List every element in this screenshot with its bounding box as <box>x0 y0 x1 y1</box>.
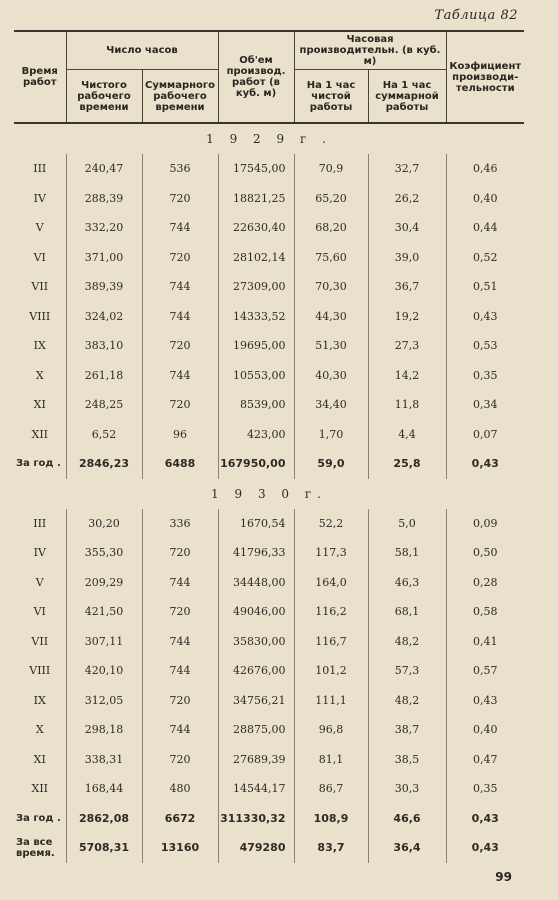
year-total-row <box>14 449 524 479</box>
volume-cell: 18821,25 <box>218 184 294 214</box>
month-cell: VIII <box>29 664 51 678</box>
volume-cell: 311330,32 <box>218 804 294 834</box>
coefficient-cell: 0,43 <box>446 804 524 834</box>
coefficient-cell: 0,40 <box>446 184 524 214</box>
coefficient-cell: 0,52 <box>446 243 524 273</box>
table-row <box>14 715 524 745</box>
sum-hours-cell: 480 <box>142 774 218 804</box>
net-hours-cell: 6,52 <box>66 420 142 450</box>
sum-hours-cell: 6488 <box>142 449 218 479</box>
sum-hours-cell: 744 <box>142 656 218 686</box>
volume-cell: 423,00 <box>218 420 294 450</box>
sum-hours-cell: 744 <box>142 213 218 243</box>
per-sum-cell: 39,0 <box>368 243 446 273</box>
year-row <box>14 123 524 154</box>
coefficient-cell: 0,50 <box>446 538 524 568</box>
per-net-cell: 1,70 <box>294 420 368 450</box>
coefficient-cell: 0,40 <box>446 715 524 745</box>
sum-hours-cell: 13160 <box>142 833 218 863</box>
net-hours-cell: 261,18 <box>66 361 142 391</box>
sum-hours-cell: 744 <box>142 568 218 598</box>
sum-hours-cell: 6672 <box>142 804 218 834</box>
per-net-cell: 70,9 <box>294 154 368 184</box>
net-hours-cell: 2862,08 <box>66 804 142 834</box>
month-cell: IX <box>33 693 46 707</box>
per-net-cell: 34,40 <box>294 390 368 420</box>
per-sum-cell: 14,2 <box>368 361 446 391</box>
table-row <box>14 331 524 361</box>
net-hours-cell: 371,00 <box>66 243 142 273</box>
volume-cell: 34756,21 <box>218 686 294 716</box>
per-sum-cell: 26,2 <box>368 184 446 214</box>
month-cell: IV <box>33 546 46 560</box>
header-hours-group: Число часов <box>66 31 218 70</box>
volume-cell: 27689,39 <box>218 745 294 775</box>
month-cell: V <box>35 221 44 235</box>
table-row <box>14 656 524 686</box>
net-hours-cell: 420,10 <box>66 656 142 686</box>
volume-cell: 14544,17 <box>218 774 294 804</box>
net-hours-cell: 240,47 <box>66 154 142 184</box>
net-hours-cell: 338,31 <box>66 745 142 775</box>
per-sum-cell: 38,5 <box>368 745 446 775</box>
month-cell: X <box>35 368 44 382</box>
table-row <box>14 538 524 568</box>
month-cell: За год . <box>16 812 61 824</box>
coefficient-cell: 0,43 <box>446 449 524 479</box>
table-row <box>14 154 524 184</box>
sum-hours-cell: 744 <box>142 361 218 391</box>
net-hours-cell: 332,20 <box>66 213 142 243</box>
table-row <box>14 184 524 214</box>
per-sum-cell: 48,2 <box>368 627 446 657</box>
per-sum-cell: 58,1 <box>368 538 446 568</box>
sum-hours-cell: 744 <box>142 302 218 332</box>
sum-hours-cell: 720 <box>142 243 218 273</box>
year-label: 1 9 2 9 г . <box>206 132 332 146</box>
per-sum-cell: 11,8 <box>368 390 446 420</box>
year-total-row <box>14 804 524 834</box>
header-time: Время работ <box>14 31 66 123</box>
month-cell: VI <box>33 605 46 619</box>
per-net-cell: 111,1 <box>294 686 368 716</box>
month-cell: VI <box>33 250 46 264</box>
table-row <box>14 627 524 657</box>
month-cell: За все время. <box>16 836 55 859</box>
productivity-table <box>14 30 524 863</box>
month-cell: IV <box>33 191 46 205</box>
month-cell: IX <box>33 339 46 353</box>
per-net-cell: 51,30 <box>294 331 368 361</box>
table-row <box>14 774 524 804</box>
table-row <box>14 745 524 775</box>
volume-cell: 22630,40 <box>218 213 294 243</box>
volume-cell: 8539,00 <box>218 390 294 420</box>
per-sum-cell: 48,2 <box>368 686 446 716</box>
per-net-cell: 117,3 <box>294 538 368 568</box>
month-cell: За год . <box>16 458 61 470</box>
per-sum-cell: 4,4 <box>368 420 446 450</box>
volume-cell: 42676,00 <box>218 656 294 686</box>
net-hours-cell: 168,44 <box>66 774 142 804</box>
table-row <box>14 686 524 716</box>
sum-hours-cell: 744 <box>142 715 218 745</box>
net-hours-cell: 307,11 <box>66 627 142 657</box>
month-cell: III <box>33 516 47 530</box>
per-net-cell: 75,60 <box>294 243 368 273</box>
month-cell: XI <box>33 398 46 412</box>
year-row <box>14 479 524 509</box>
volume-cell: 28875,00 <box>218 715 294 745</box>
coefficient-cell: 0,46 <box>446 154 524 184</box>
volume-cell: 34448,00 <box>218 568 294 598</box>
coefficient-cell: 0,43 <box>446 302 524 332</box>
table-row <box>14 597 524 627</box>
month-cell: VII <box>31 280 49 294</box>
per-sum-cell: 32,7 <box>368 154 446 184</box>
coefficient-cell: 0,51 <box>446 272 524 302</box>
header-sum-hours: Суммарного рабочего времени <box>142 70 218 124</box>
volume-cell: 35830,00 <box>218 627 294 657</box>
sum-hours-cell: 744 <box>142 627 218 657</box>
coefficient-cell: 0,44 <box>446 213 524 243</box>
per-net-cell: 116,2 <box>294 597 368 627</box>
net-hours-cell: 288,39 <box>66 184 142 214</box>
per-net-cell: 68,20 <box>294 213 368 243</box>
per-net-cell: 83,7 <box>294 833 368 863</box>
net-hours-cell: 298,18 <box>66 715 142 745</box>
coefficient-cell: 0,43 <box>446 833 524 863</box>
per-sum-cell: 36,7 <box>368 272 446 302</box>
per-sum-cell: 5,0 <box>368 509 446 539</box>
volume-cell: 49046,00 <box>218 597 294 627</box>
coefficient-cell: 0,09 <box>446 509 524 539</box>
table-row <box>14 213 524 243</box>
per-sum-cell: 46,3 <box>368 568 446 598</box>
net-hours-cell: 355,30 <box>66 538 142 568</box>
sum-hours-cell: 720 <box>142 597 218 627</box>
sum-hours-cell: 720 <box>142 331 218 361</box>
month-cell: VIII <box>29 309 51 323</box>
per-net-cell: 40,30 <box>294 361 368 391</box>
net-hours-cell: 5708,31 <box>66 833 142 863</box>
header-per-sum-hour: На 1 час суммарной работы <box>368 70 446 124</box>
coefficient-cell: 0,47 <box>446 745 524 775</box>
table-row <box>14 420 524 450</box>
per-net-cell: 108,9 <box>294 804 368 834</box>
per-sum-cell: 30,3 <box>368 774 446 804</box>
per-net-cell: 164,0 <box>294 568 368 598</box>
per-net-cell: 52,2 <box>294 509 368 539</box>
table-row <box>14 272 524 302</box>
sum-hours-cell: 720 <box>142 390 218 420</box>
sum-hours-cell: 720 <box>142 184 218 214</box>
header-coefficient: Коэфициент производи-тельности <box>446 31 524 123</box>
header-net-hours: Чистого рабочего времени <box>66 70 142 124</box>
table-row <box>14 302 524 332</box>
sum-hours-cell: 720 <box>142 686 218 716</box>
net-hours-cell: 209,29 <box>66 568 142 598</box>
header-volume: Об'ем производ. работ (в куб. м) <box>218 31 294 123</box>
per-sum-cell: 57,3 <box>368 656 446 686</box>
coefficient-cell: 0,58 <box>446 597 524 627</box>
sum-hours-cell: 96 <box>142 420 218 450</box>
net-hours-cell: 389,39 <box>66 272 142 302</box>
volume-cell: 27309,00 <box>218 272 294 302</box>
volume-cell: 1670,54 <box>218 509 294 539</box>
month-cell: XII <box>31 782 49 796</box>
volume-cell: 10553,00 <box>218 361 294 391</box>
month-cell: X <box>35 723 44 737</box>
coefficient-cell: 0,35 <box>446 774 524 804</box>
table-label: Таблица 82 <box>434 8 518 23</box>
net-hours-cell: 2846,23 <box>66 449 142 479</box>
per-sum-cell: 36,4 <box>368 833 446 863</box>
coefficient-cell: 0,43 <box>446 686 524 716</box>
per-sum-cell: 38,7 <box>368 715 446 745</box>
per-sum-cell: 27,3 <box>368 331 446 361</box>
volume-cell: 28102,14 <box>218 243 294 273</box>
table-row <box>14 361 524 391</box>
table-row <box>14 243 524 273</box>
month-cell: III <box>33 162 47 176</box>
volume-cell: 167950,00 <box>218 449 294 479</box>
table-body <box>14 123 524 863</box>
per-sum-cell: 25,8 <box>368 449 446 479</box>
header-productivity-group: Часовая производительн. (в куб. м) <box>294 31 446 70</box>
per-net-cell: 86,7 <box>294 774 368 804</box>
table-row <box>14 390 524 420</box>
page-number: 99 <box>495 870 512 884</box>
volume-cell: 41796,33 <box>218 538 294 568</box>
per-net-cell: 96,8 <box>294 715 368 745</box>
sum-hours-cell: 744 <box>142 272 218 302</box>
net-hours-cell: 248,25 <box>66 390 142 420</box>
coefficient-cell: 0,53 <box>446 331 524 361</box>
table-row <box>14 568 524 598</box>
sum-hours-cell: 720 <box>142 538 218 568</box>
month-cell: XI <box>33 752 46 766</box>
per-net-cell: 70,30 <box>294 272 368 302</box>
per-sum-cell: 68,1 <box>368 597 446 627</box>
per-sum-cell: 19,2 <box>368 302 446 332</box>
per-net-cell: 59,0 <box>294 449 368 479</box>
volume-cell: 19695,00 <box>218 331 294 361</box>
net-hours-cell: 421,50 <box>66 597 142 627</box>
net-hours-cell: 324,02 <box>66 302 142 332</box>
month-cell: VII <box>31 634 49 648</box>
sum-hours-cell: 336 <box>142 509 218 539</box>
coefficient-cell: 0,57 <box>446 656 524 686</box>
per-net-cell: 65,20 <box>294 184 368 214</box>
coefficient-cell: 0,35 <box>446 361 524 391</box>
coefficient-cell: 0,28 <box>446 568 524 598</box>
coefficient-cell: 0,07 <box>446 420 524 450</box>
year-label: 1 9 3 0 г. <box>211 486 327 501</box>
per-net-cell: 44,30 <box>294 302 368 332</box>
header-per-net-hour: На 1 час чистой работы <box>294 70 368 124</box>
per-net-cell: 116,7 <box>294 627 368 657</box>
net-hours-cell: 383,10 <box>66 331 142 361</box>
net-hours-cell: 30,20 <box>66 509 142 539</box>
per-net-cell: 101,2 <box>294 656 368 686</box>
coefficient-cell: 0,41 <box>446 627 524 657</box>
per-sum-cell: 30,4 <box>368 213 446 243</box>
per-net-cell: 81,1 <box>294 745 368 775</box>
coefficient-cell: 0,34 <box>446 390 524 420</box>
grand-total-row <box>14 833 524 863</box>
sum-hours-cell: 720 <box>142 745 218 775</box>
per-sum-cell: 46,6 <box>368 804 446 834</box>
volume-cell: 14333,52 <box>218 302 294 332</box>
volume-cell: 479280 <box>218 833 294 863</box>
sum-hours-cell: 536 <box>142 154 218 184</box>
table-row <box>14 509 524 539</box>
volume-cell: 17545,00 <box>218 154 294 184</box>
net-hours-cell: 312,05 <box>66 686 142 716</box>
month-cell: V <box>35 575 44 589</box>
month-cell: XII <box>31 427 49 441</box>
